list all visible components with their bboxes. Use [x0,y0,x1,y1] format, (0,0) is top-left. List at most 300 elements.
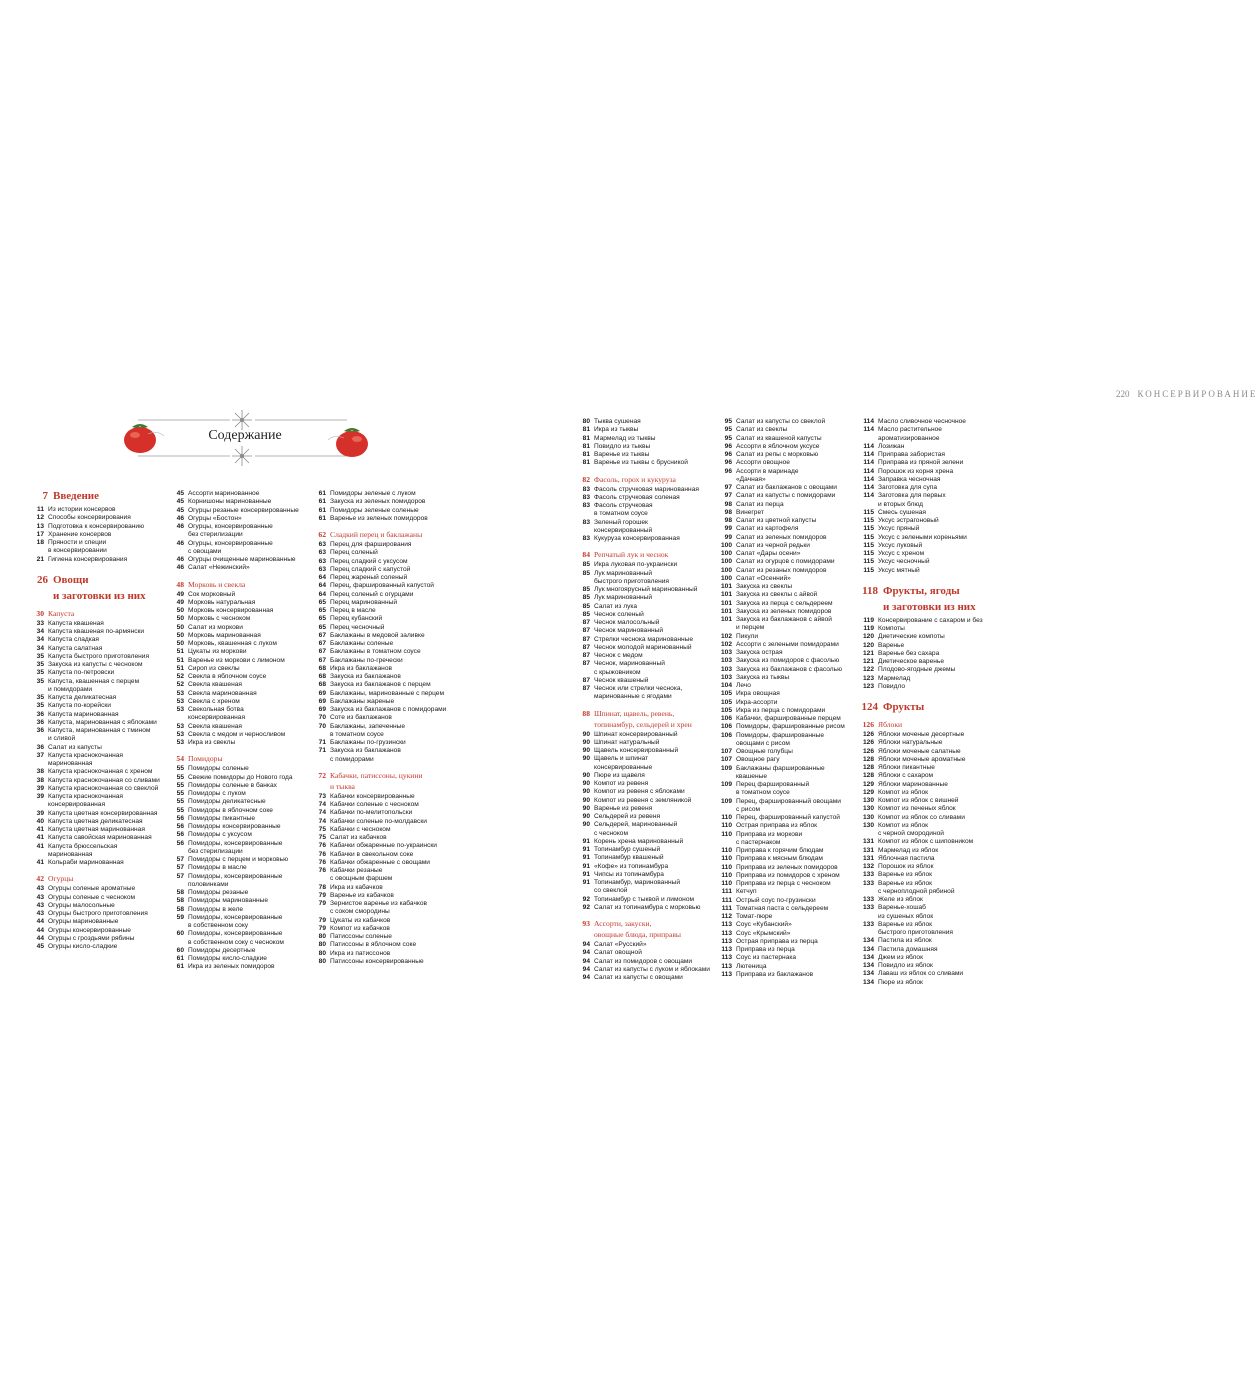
toc-entry[interactable] [312,933,467,941]
toc-entry[interactable] [30,514,180,522]
toc-entry[interactable] [576,527,731,535]
toc-entry[interactable] [860,937,1020,945]
toc-entry[interactable] [860,666,1020,674]
toc-entry[interactable] [718,773,873,781]
toc-entry[interactable] [30,810,180,818]
toc-entry[interactable] [718,765,873,773]
toc-entry[interactable] [576,949,731,957]
toc-entry[interactable] [30,744,180,752]
toc-entry[interactable] [718,822,873,830]
toc-entry[interactable] [718,930,873,938]
toc-entry[interactable] [30,894,180,902]
toc-entry[interactable] [860,658,1020,666]
toc-entry[interactable] [860,764,1020,772]
toc-entry[interactable] [312,574,467,582]
toc-entry[interactable] [312,875,467,883]
toc-entry[interactable] [576,586,731,594]
toc-entry[interactable] [312,941,467,949]
toc-section-heading[interactable] [576,919,731,928]
toc-entry[interactable] [170,698,320,706]
toc-entry[interactable] [30,620,180,628]
toc-entry[interactable] [576,764,731,772]
toc-entry[interactable] [30,785,180,793]
toc-entry[interactable] [860,484,1020,492]
toc-entry[interactable] [170,840,320,848]
toc-entry[interactable] [30,628,180,636]
toc-entry[interactable] [312,739,467,747]
toc-entry[interactable] [718,954,873,962]
toc-entry[interactable] [170,922,320,930]
toc-entry[interactable] [30,735,180,743]
toc-entry[interactable] [30,727,180,735]
toc-entry[interactable] [576,535,731,543]
toc-entry[interactable] [576,502,731,510]
toc-entry[interactable] [170,856,320,864]
toc-entry[interactable] [170,690,320,698]
toc-entry[interactable] [170,615,320,623]
toc-entry[interactable] [860,979,1020,987]
toc-entry[interactable] [170,889,320,897]
toc-entry[interactable] [576,871,731,879]
toc-entry[interactable] [30,885,180,893]
toc-entry[interactable] [576,755,731,763]
toc-section-heading[interactable] [30,874,180,883]
toc-entry[interactable] [718,847,873,855]
toc-entry[interactable] [860,501,1020,509]
toc-entry[interactable] [718,839,873,847]
toc-entry[interactable] [860,517,1020,525]
toc-entry[interactable] [170,864,320,872]
toc-entry[interactable] [312,801,467,809]
toc-entry[interactable] [312,698,467,706]
toc-entry[interactable] [312,908,467,916]
toc-entry[interactable] [30,843,180,851]
toc-entry[interactable] [860,970,1020,978]
toc-section-heading[interactable] [576,709,731,718]
toc-entry[interactable] [860,625,1020,633]
toc-section-heading[interactable] [576,475,731,484]
toc-entry[interactable] [576,669,731,677]
toc-entry[interactable] [170,540,320,548]
toc-entry[interactable] [718,814,873,822]
toc-entry[interactable] [170,515,320,523]
toc-entry[interactable] [718,831,873,839]
toc-entry[interactable] [170,564,320,572]
toc-entry[interactable] [576,627,731,635]
toc-entry[interactable] [170,531,320,539]
toc-entry[interactable] [860,534,1020,542]
toc-entry[interactable] [30,943,180,951]
toc-entry[interactable] [576,486,731,494]
toc-entry[interactable] [170,498,320,506]
toc-entry[interactable] [30,669,180,677]
toc-entry[interactable] [312,599,467,607]
toc-entry[interactable] [170,632,320,640]
toc-entry[interactable] [312,665,467,673]
toc-entry[interactable] [170,673,320,681]
toc-entry[interactable] [718,443,873,451]
toc-entry[interactable] [170,897,320,905]
toc-entry[interactable] [718,575,873,583]
toc-entry[interactable] [860,525,1020,533]
toc-entry[interactable] [312,648,467,656]
toc-entry[interactable] [170,556,320,564]
toc-section-heading[interactable] [860,720,1020,729]
toc-entry[interactable] [170,930,320,938]
toc-entry[interactable] [576,636,731,644]
toc-entry[interactable] [170,624,320,632]
toc-entry[interactable] [30,902,180,910]
toc-entry[interactable] [576,603,731,611]
toc-entry[interactable] [312,892,467,900]
toc-entry[interactable] [312,747,467,755]
toc-entry[interactable] [170,947,320,955]
toc-entry[interactable] [718,567,873,575]
toc-entry[interactable] [30,531,180,539]
toc-entry[interactable] [576,904,731,912]
toc-entry[interactable] [170,963,320,971]
toc-entry[interactable] [30,935,180,943]
toc-entry[interactable] [312,566,467,574]
toc-entry[interactable] [576,685,731,693]
toc-entry[interactable] [718,855,873,863]
toc-entry[interactable] [718,517,873,525]
toc-entry[interactable] [576,887,731,895]
toc-entry[interactable] [30,834,180,842]
toc-entry[interactable] [718,451,873,459]
toc-entry[interactable] [576,813,731,821]
toc-entry[interactable] [576,644,731,652]
toc-chapter-heading[interactable] [30,490,180,502]
toc-entry[interactable] [312,657,467,665]
toc-entry[interactable] [860,739,1020,747]
toc-entry[interactable] [576,451,731,459]
toc-entry[interactable] [170,490,320,498]
toc-entry[interactable] [576,805,731,813]
toc-entry[interactable] [860,954,1020,962]
toc-entry[interactable] [718,542,873,550]
toc-entry[interactable] [860,633,1020,641]
toc-entry[interactable] [576,974,731,982]
toc-entry[interactable] [312,632,467,640]
toc-entry[interactable] [718,468,873,476]
toc-entry[interactable] [718,674,873,682]
toc-entry[interactable] [312,867,467,875]
toc-entry[interactable] [718,616,873,624]
toc-entry[interactable] [312,673,467,681]
toc-entry[interactable] [30,752,180,760]
toc-entry[interactable] [576,747,731,755]
toc-entry[interactable] [312,851,467,859]
toc-entry[interactable] [860,814,1020,822]
toc-entry[interactable] [576,426,731,434]
toc-entry[interactable] [30,859,180,867]
toc-section-heading[interactable] [170,754,320,763]
toc-entry[interactable] [718,781,873,789]
toc-entry[interactable] [170,640,320,648]
toc-entry[interactable] [312,826,467,834]
toc-entry[interactable] [718,748,873,756]
toc-entry[interactable] [860,451,1020,459]
toc-entry[interactable] [860,880,1020,888]
toc-entry[interactable] [860,435,1020,443]
toc-entry[interactable] [576,660,731,668]
toc-entry[interactable] [170,607,320,615]
toc-entry[interactable] [170,873,320,881]
toc-entry[interactable] [860,731,1020,739]
toc-entry[interactable] [576,896,731,904]
toc-entry[interactable] [718,732,873,740]
toc-entry[interactable] [170,955,320,963]
toc-entry[interactable] [576,494,731,502]
toc-entry[interactable] [576,854,731,862]
toc-entry[interactable] [860,567,1020,575]
toc-entry[interactable] [718,806,873,814]
toc-entry[interactable] [718,690,873,698]
toc-entry[interactable] [860,838,1020,846]
toc-entry[interactable] [860,468,1020,476]
toc-entry[interactable] [30,768,180,776]
toc-entry[interactable] [30,523,180,531]
toc-entry[interactable] [718,971,873,979]
toc-entry[interactable] [718,756,873,764]
toc-entry[interactable] [312,859,467,867]
toc-entry[interactable] [718,946,873,954]
toc-entry[interactable] [312,809,467,817]
toc-entry[interactable] [170,681,320,689]
toc-entry[interactable] [312,714,467,722]
toc-entry[interactable] [718,938,873,946]
toc-entry[interactable] [718,591,873,599]
toc-entry[interactable] [312,498,467,506]
toc-entry[interactable] [30,702,180,710]
toc-entry[interactable] [718,666,873,674]
toc-entry[interactable] [30,661,180,669]
toc-entry[interactable] [170,782,320,790]
toc-entry[interactable] [170,665,320,673]
toc-entry[interactable] [170,914,320,922]
toc-entry[interactable] [860,542,1020,550]
toc-entry[interactable] [312,490,467,498]
toc-entry[interactable] [860,558,1020,566]
toc-entry[interactable] [860,772,1020,780]
toc-entry[interactable] [718,699,873,707]
toc-entry[interactable] [170,648,320,656]
toc-entry[interactable] [170,507,320,515]
toc-entry[interactable] [30,760,180,768]
toc-entry[interactable] [170,599,320,607]
toc-entry[interactable] [576,879,731,887]
toc-entry[interactable] [170,798,320,806]
toc-entry[interactable] [860,946,1020,954]
toc-entry[interactable] [170,657,320,665]
toc-section-heading[interactable] [312,530,467,539]
toc-entry[interactable] [312,706,467,714]
toc-entry[interactable] [312,917,467,925]
toc-entry[interactable] [718,426,873,434]
toc-entry[interactable] [576,821,731,829]
toc-entry[interactable] [312,950,467,958]
toc-entry[interactable] [170,823,320,831]
toc-entry[interactable] [170,939,320,947]
toc-entry[interactable] [860,913,1020,921]
toc-entry[interactable] [312,818,467,826]
toc-entry[interactable] [576,863,731,871]
toc-entry[interactable] [312,900,467,908]
toc-entry[interactable] [860,871,1020,879]
toc-entry[interactable] [312,582,467,590]
toc-entry[interactable] [30,547,180,555]
toc-entry[interactable] [170,714,320,722]
toc-entry[interactable] [312,756,467,764]
toc-entry[interactable] [576,578,731,586]
toc-entry[interactable] [576,459,731,467]
toc-entry[interactable] [170,906,320,914]
toc-entry[interactable] [312,515,467,523]
toc-entry[interactable] [576,958,731,966]
toc-entry[interactable] [718,657,873,665]
toc-entry[interactable] [860,797,1020,805]
toc-entry[interactable] [860,509,1020,517]
toc-entry[interactable] [860,492,1020,500]
toc-entry[interactable] [312,793,467,801]
toc-entry[interactable] [718,459,873,467]
toc-entry[interactable] [170,848,320,856]
toc-entry[interactable] [30,694,180,702]
toc-entry[interactable] [170,731,320,739]
toc-chapter-heading[interactable] [860,585,1020,597]
toc-entry[interactable] [30,910,180,918]
toc-entry[interactable] [576,611,731,619]
toc-section-heading[interactable] [312,782,467,791]
toc-entry[interactable] [576,830,731,838]
toc-entry[interactable] [30,801,180,809]
toc-entry[interactable] [170,523,320,531]
toc-entry[interactable] [576,519,731,527]
toc-entry[interactable] [718,905,873,913]
toc-entry[interactable] [312,731,467,739]
toc-entry[interactable] [718,558,873,566]
toc-entry[interactable] [170,815,320,823]
toc-entry[interactable] [860,921,1020,929]
toc-entry[interactable] [718,723,873,731]
toc-entry[interactable] [170,831,320,839]
toc-entry[interactable] [860,617,1020,625]
toc-entry[interactable] [576,797,731,805]
toc-entry[interactable] [718,798,873,806]
toc-entry[interactable] [312,834,467,842]
toc-entry[interactable] [576,619,731,627]
toc-entry[interactable] [718,921,873,929]
toc-entry[interactable] [30,539,180,547]
toc-entry[interactable] [312,549,467,557]
toc-entry[interactable] [312,615,467,623]
toc-entry[interactable] [718,608,873,616]
toc-entry[interactable] [170,591,320,599]
toc-entry[interactable] [718,525,873,533]
toc-entry[interactable] [718,880,873,888]
toc-entry[interactable] [170,881,320,889]
toc-entry[interactable] [170,807,320,815]
toc-entry[interactable] [170,548,320,556]
toc-entry[interactable] [312,607,467,615]
toc-entry[interactable] [576,780,731,788]
toc-section-heading[interactable] [576,930,731,939]
toc-entry[interactable] [312,884,467,892]
toc-entry[interactable] [718,641,873,649]
toc-entry[interactable] [30,556,180,564]
toc-entry[interactable] [576,443,731,451]
toc-entry[interactable] [576,561,731,569]
toc-entry[interactable] [30,777,180,785]
toc-entry[interactable] [860,418,1020,426]
toc-entry[interactable] [860,830,1020,838]
toc-entry[interactable] [718,715,873,723]
toc-entry[interactable] [718,888,873,896]
toc-chapter-heading[interactable] [860,601,1020,613]
toc-entry[interactable] [170,706,320,714]
toc-entry[interactable] [312,723,467,731]
toc-entry[interactable] [860,675,1020,683]
toc-entry[interactable] [718,550,873,558]
toc-entry[interactable] [312,958,467,966]
toc-entry[interactable] [576,966,731,974]
toc-entry[interactable] [30,918,180,926]
toc-entry[interactable] [860,650,1020,658]
toc-entry[interactable] [860,642,1020,650]
toc-entry[interactable] [312,541,467,549]
toc-entry[interactable] [312,640,467,648]
toc-entry[interactable] [718,484,873,492]
toc-entry[interactable] [576,435,731,443]
toc-entry[interactable] [576,510,731,518]
toc-entry[interactable] [860,962,1020,970]
toc-entry[interactable] [860,748,1020,756]
toc-entry[interactable] [30,686,180,694]
toc-entry[interactable] [312,558,467,566]
toc-entry[interactable] [860,855,1020,863]
toc-section-heading[interactable] [312,771,467,780]
toc-entry[interactable] [860,789,1020,797]
toc-entry[interactable] [718,740,873,748]
toc-entry[interactable] [718,897,873,905]
toc-entry[interactable] [860,896,1020,904]
toc-entry[interactable] [718,913,873,921]
toc-entry[interactable] [576,788,731,796]
toc-entry[interactable] [860,847,1020,855]
toc-entry[interactable] [30,826,180,834]
toc-entry[interactable] [30,711,180,719]
toc-entry[interactable] [718,682,873,690]
toc-entry[interactable] [312,842,467,850]
toc-chapter-heading[interactable] [30,574,180,586]
toc-entry[interactable] [312,591,467,599]
toc-entry[interactable] [30,851,180,859]
toc-entry[interactable] [718,624,873,632]
toc-entry[interactable] [576,941,731,949]
toc-entry[interactable] [718,633,873,641]
toc-entry[interactable] [860,550,1020,558]
toc-entry[interactable] [312,925,467,933]
toc-entry[interactable] [576,418,731,426]
toc-entry[interactable] [860,476,1020,484]
toc-entry[interactable] [718,509,873,517]
toc-entry[interactable] [718,534,873,542]
toc-entry[interactable] [170,790,320,798]
toc-entry[interactable] [576,693,731,701]
toc-section-heading[interactable] [170,580,320,589]
toc-entry[interactable] [30,653,180,661]
